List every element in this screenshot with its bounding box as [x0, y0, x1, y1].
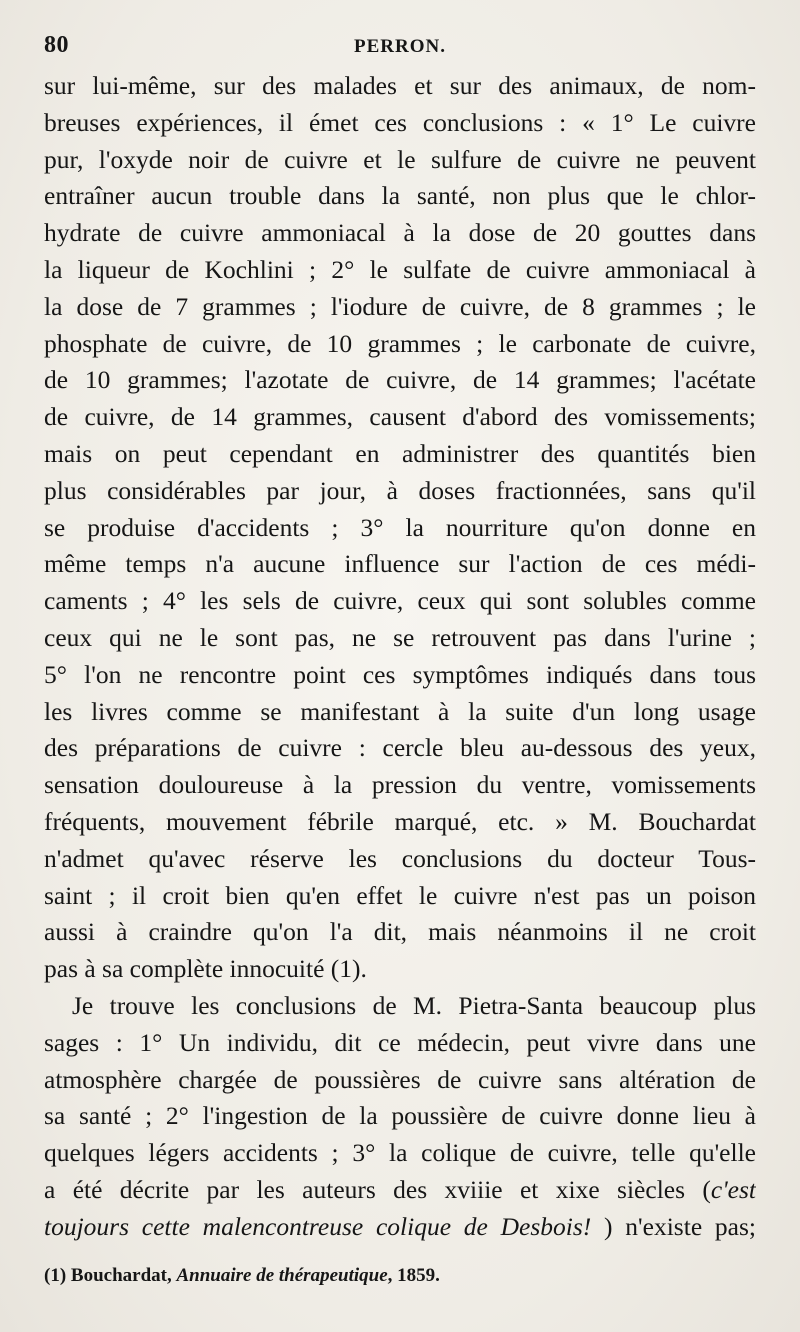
- text-line: sages : 1° Un individu, dit ce médecin, peut vivre dans une: [44, 1027, 756, 1057]
- text-line: ceux qui ne le sont pas, ne se retrouvent pas dans l'urine ;: [44, 622, 756, 652]
- text-line: pur, l'oxyde noir de cuivre et le sulfure de cuivre ne peuvent: [44, 144, 756, 174]
- text-line: caments ; 4° les sels de cuivre, ceux qui sont solubles comme: [44, 586, 756, 616]
- body-text: [44, 68, 756, 1246]
- footnote: [44, 1265, 756, 1287]
- footnote-title: Annuaire de thérapeutique: [176, 1265, 388, 1286]
- text-line: mais on peut cependant en administrer des quantités bien: [44, 438, 756, 468]
- text-line: de cuivre, de 14 grammes, causent d'abord des vomissements;: [44, 402, 756, 432]
- text-roman: a été décrite par les auteurs des xviiie et xixe siècles (: [44, 1174, 711, 1204]
- text-line: entraîner aucun trouble dans la santé, non plus que le chlor-: [44, 181, 756, 211]
- text-roman: ) n'existe pas;: [591, 1211, 756, 1241]
- text-line: saint ; il croit bien qu'en effet le cuivre n'est pas un poison: [44, 880, 756, 910]
- text-italic: toujours cette malencontreuse colique de Desbois!: [44, 1211, 592, 1241]
- text-line: breuses expériences, il émet ces conclusions : « 1° Le cuivre: [44, 107, 756, 137]
- text-line: atmosphère chargée de poussières de cuivre sans altération de: [44, 1064, 756, 1094]
- text-line: sensation douloureuse à la pression du ventre, vomissements: [44, 770, 756, 800]
- paragraph-start-line: Je trouve les conclusions de M. Pietra-Santa beaucoup plus: [72, 990, 756, 1020]
- text-line: fréquents, mouvement fébrile marqué, etc. » M. Bouchardat: [44, 806, 756, 836]
- text-line: des préparations de cuivre : cercle bleu au-dessous des yeux,: [44, 733, 756, 763]
- text-line: sa santé ; 2° l'ingestion de la poussière de cuivre donne lieu à: [44, 1101, 756, 1131]
- text-line: de 10 grammes; l'azotate de cuivre, de 14 grammes; l'acétate: [44, 365, 756, 395]
- text-line: [44, 1209, 756, 1246]
- text-line: quelques légers accidents ; 3° la colique de cuivre, telle qu'elle: [44, 1138, 756, 1168]
- footnote-marker: (1) Bouchardat,: [44, 1265, 177, 1286]
- text-line: sur lui-même, sur des malades et sur des animaux, de nom-: [44, 71, 756, 100]
- footnote-year: , 1859.: [387, 1265, 440, 1286]
- text-line: plus considérables par jour, à doses fractionnées, sans qu'il: [44, 475, 756, 505]
- text-line: 5° l'on ne rencontre point ces symptômes indiqués dans tous: [44, 659, 756, 689]
- running-head: PERRON.: [354, 36, 446, 57]
- text-line: se produise d'accidents ; 3° la nourriture qu'on donne en: [44, 512, 756, 542]
- text-line: la liqueur de Kochlini ; 2° le sulfate de cuivre ammoniacal à: [44, 254, 756, 284]
- text-line: aussi à craindre qu'on l'a dit, mais néanmoins il ne croit: [44, 917, 756, 947]
- text-line: les livres comme se manifestant à la suite d'un long usage: [44, 696, 756, 726]
- text-italic: c'est: [710, 1174, 756, 1204]
- text-line: la dose de 7 grammes ; l'iodure de cuivre, de 8 grammes ; le: [44, 291, 756, 321]
- text-line: n'admet qu'avec réserve les conclusions du docteur Tous-: [44, 843, 756, 873]
- page-header: [44, 32, 756, 72]
- text-line: même temps n'a aucune influence sur l'action de ces médi-: [44, 549, 756, 579]
- text-line: hydrate de cuivre ammoniacal à la dose de 20 gouttes dans: [44, 218, 756, 248]
- page-number: 80: [44, 32, 69, 58]
- paragraph-end-line: pas à sa complète innocuité (1).: [44, 954, 367, 984]
- text-line: [44, 1172, 756, 1209]
- text-line: phosphate de cuivre, de 10 grammes ; le carbonate de cuivre,: [44, 328, 756, 358]
